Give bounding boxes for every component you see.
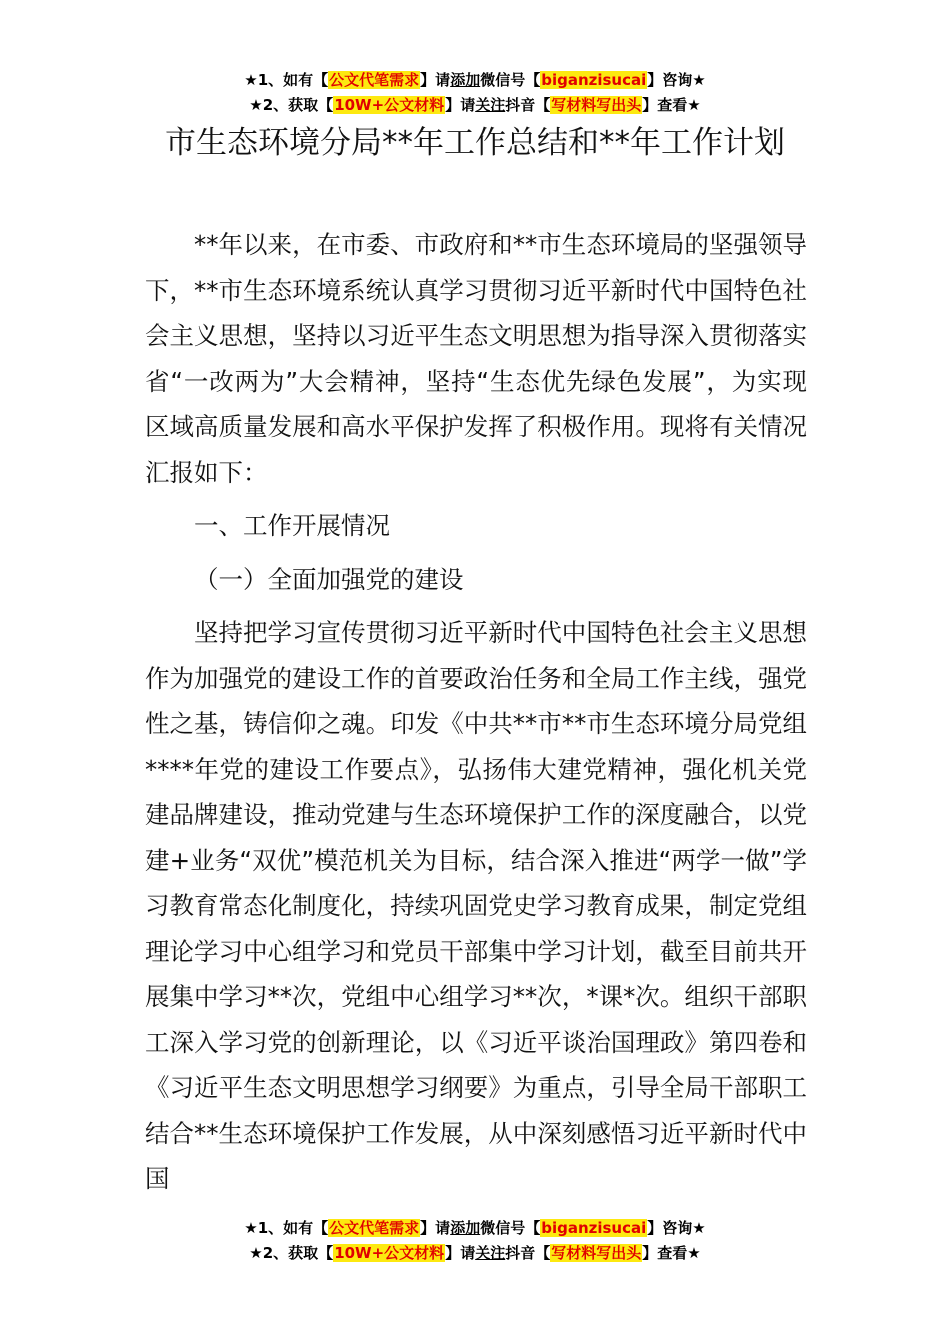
promo-underline: 关注 [475,1244,506,1262]
promo-underline: 添加 [450,1219,481,1237]
promo-text: ★1、如有【 [244,71,329,89]
promo-highlight: 公文代笔需求 [329,71,420,89]
promo-text: 】请 [420,1219,451,1237]
section-heading: 一、工作开展情况 [194,511,390,540]
promo-text: 】查看★ [642,96,701,114]
promo-text: ★1、如有【 [244,1219,329,1237]
subsection-heading: （一）全面加强党的建设 [194,564,464,594]
document-body [145,222,807,1202]
promo-text: ★2、获取【 [249,1244,334,1262]
promo-text: ★2、获取【 [249,96,334,114]
intro-paragraph: **年以来，在市委、市政府和**市生态环境局的坚强领导下，**市生态环境系统认真学习贯彻习近平新时代中国特色社会主义思想，坚持以习近平生态文明思想为指导深入贯彻落实省“一改两为”大会精神，坚持“生态优先绿色发展”，为实现区域高质量发展和高水平保护发挥了积极作用。现将有关情况汇报如下： [145,230,807,487]
promo-highlight: 公文代笔需求 [329,1219,420,1237]
document-title: 市生态环境分局**年工作总结和**年工作计划 [165,125,785,161]
promo-text: 抖音【 [505,1244,551,1262]
promo-highlight: 10W+公文材料 [334,96,445,114]
promo-text: 】请 [445,1244,476,1262]
promo-text: 】咨询★ [647,71,706,89]
promo-text: 】咨询★ [647,1219,706,1237]
promo-highlight: 写材料写出头 [551,96,642,114]
promo-text: 微信号【 [480,1219,541,1237]
promo-line-1 [0,68,950,93]
promo-text: 】请 [445,96,476,114]
promo-text: 抖音【 [505,96,551,114]
promo-text: 】查看★ [642,1244,701,1262]
promo-text: 微信号【 [480,71,541,89]
promo-underline: 关注 [475,96,506,114]
promo-highlight: 写材料写出头 [551,1244,642,1262]
body-paragraph: 坚持把学习宣传贯彻习近平新时代中国特色社会主义思想作为加强党的建设工作的首要政治任务和全局工作主线，强党性之基，铸信仰之魂。印发《中共**市**市生态环境分局党组****年党的建设工作要点》，弘扬伟大建党精神，强化机关党建品牌建设，推动党建与生态环境保护工作的深度融合，以党建+业务“双优”模范机关为目标，结合深入推进“两学一做”学习教育常态化制度化，持续巩固党史学习教育成果，制定党组理论学习中心组学习和党员干部集中学习计划，截至目前共开展集中学习**次，党组中心组学习**次，*课*次。组织干部职工深入学习党的创新理论，以《习近平谈治国理政》第四卷和《习近平生态文明思想学习纲要》为重点，引导全局干部职工结合**生态环境保护工作发展，从中深刻感悟习近平新时代中国 [145,618,807,1193]
promo-highlight: biganzisucai [541,71,647,89]
promo-highlight: 10W+公文材料 [334,1244,445,1262]
promo-line-1 [0,1216,950,1241]
promo-highlight: biganzisucai [541,1219,647,1237]
bottom-promo-banner [0,1216,950,1266]
promo-underline: 添加 [450,71,481,89]
promo-line-2 [0,1241,950,1266]
top-promo-banner [0,68,950,118]
promo-text: 】请 [420,71,451,89]
promo-line-2 [0,93,950,118]
